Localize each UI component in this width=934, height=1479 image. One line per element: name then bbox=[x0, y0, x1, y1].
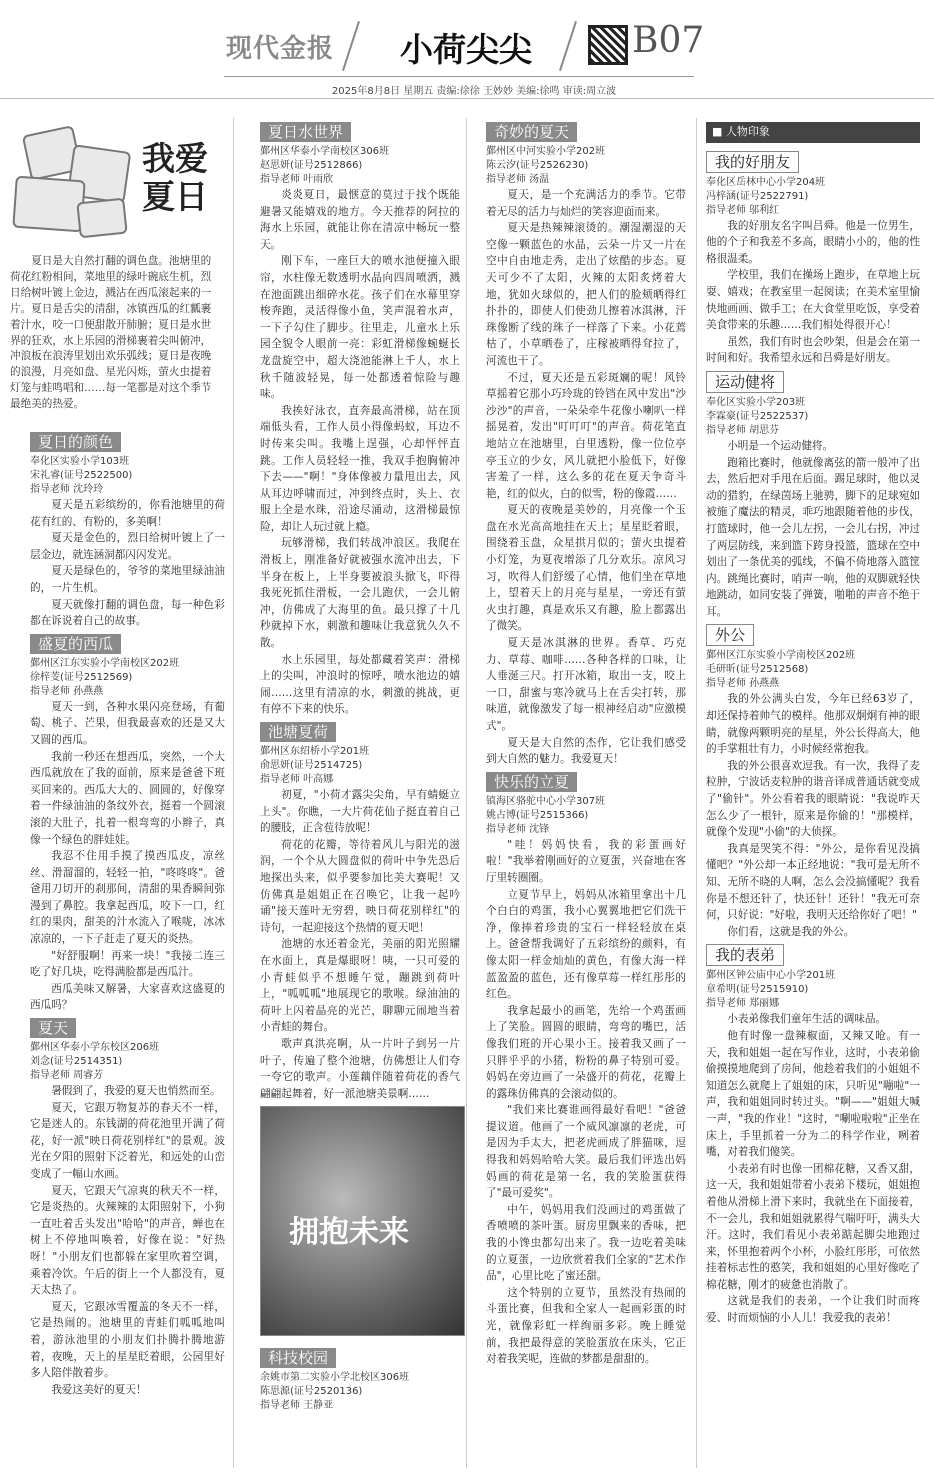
student-name: 章希明(证号2515910) bbox=[706, 984, 809, 996]
paragraph: 夏天，它跟万物复苏的春天不一样，它是迷人的。东钱湖的荷花池里开满了荷花，好一派"映日荷花别样红"的景观。波光在夕阳的照射下泛着光，和远处的山峦变成了一幅山水画。 bbox=[30, 1101, 225, 1180]
article-title: 夏天 bbox=[30, 1018, 76, 1038]
student-name: 赵思妍(证号2512866) bbox=[260, 160, 363, 171]
article-title: 我的表弟 bbox=[706, 944, 784, 966]
column-divider bbox=[233, 118, 234, 1468]
article-title: 奇妙的夏天 bbox=[486, 122, 577, 142]
newspaper-name: 现代金报 bbox=[226, 34, 335, 64]
column-4 bbox=[706, 122, 920, 1327]
column-1 bbox=[30, 428, 225, 1398]
paragraph: 我挨好泳衣，直奔最高滑梯，站在顶端低头看，工作人员小得像蚂蚁，耳边不时传来尖叫。我嘴上逞强，心却怦怦直跳。工作人员轻轻一推，我双手抱胸俯冲下去——"啊！"身体像被力量甩出去，风从耳边呼啸而过，冲到终点时，头上、衣服上全是水珠，沿途尽涌动，这滑梯最惊险，却让人玩过就上瘾。 bbox=[260, 404, 460, 533]
paragraph: 不过，夏天还是五彩斑斓的呢！风铃草摇着它那小巧玲珑的铃铛在风中发出"沙沙沙"的声音，一朵朵牵牛花像小喇叭一样摇晃着，发出"叮叮叮"的声音。荷花笔直地站立在池塘里，白里透粉，像一位位亭亭玉立的少女，风儿就把小脸低下，好像害羞了一样，这么多的花在夏天争奇斗艳，红的似火，白的似雪，粉的像霞…… bbox=[486, 371, 686, 500]
paragraph: 这个特别的立夏节，虽然没有热闹的斗蛋比赛，但我和全家人一起画彩蛋的时光，就像彩虹一样绚丽多彩。晚上睡觉前，我把最得意的笑脸蛋放在床头，它正对着我笑呢，连做的梦都是甜甜的。 bbox=[486, 1286, 686, 1366]
paragraph: 炎炎夏日，最惬意的莫过于找个既能避暑又能嬉戏的地方。今天推荐的阿拉的海水上乐园，就能让你在清凉中畅玩一整天。 bbox=[260, 189, 460, 251]
header-rule bbox=[224, 76, 694, 77]
column-divider bbox=[696, 118, 697, 1468]
paragraph: 夏天就像打翻的调色盘，每一种色彩都在诉说着自己的故事。 bbox=[30, 598, 225, 628]
paragraph: 立夏节早上，妈妈从冰箱里拿出十几个白白的鸡蛋，我小心翼翼地把它们洗干净，像捧着珍贵的宝石一样轻轻放在桌上。爸爸帮我调好了五彩缤纷的颜料，有像太阳一样金灿灿的黄色，有像大海一样蓝盈盈的蓝色，还有像草莓一样红彤彤的红色。 bbox=[486, 888, 686, 1001]
paragraph: 刚下车，一座巨大的喷水池便撞入眼帘，水柱像无数透明水晶向四周喷洒，溅在池面跳出细碎水花。孩子们在水幕里穿梭奔跑，灵活得像小鱼，笑声混着水声，一下子勾住了脚步。往里走，儿童水上乐园全貌令人眼前一亮：彩虹滑梯像蜿蜒长龙盘旋空中，超大浇池能淋上千人，水上秋千随波轻晃，每一处都透着惊险与趣味。 bbox=[260, 255, 460, 401]
school-name: 鄞州区中河实验小学202班 bbox=[486, 146, 606, 157]
article bbox=[486, 118, 686, 768]
paragraph: 夏天，它跟天气凉爽的秋天不一样，它是炎热的。火辣辣的太阳照射下，小狗一直吐着舌头发出"哈哈"的声音，蝉也在树上不停地叫唤着，好像在说："好热呀！"小朋友们也都躲在家里吹着空调，乘着冷饮。午后的街上一个人都没有，夏天太热了。 bbox=[30, 1184, 225, 1297]
paragraph: 夏天一到，各种水果闪亮登场，有葡萄、桃子、芒果，但我最喜欢的还是又大又圆的西瓜。 bbox=[30, 700, 225, 746]
article bbox=[706, 367, 920, 621]
student-name: 李霖豪(证号2522537) bbox=[706, 410, 809, 422]
article-title: 夏日的颜色 bbox=[30, 432, 121, 452]
paragraph: 西瓜美味又解暑，大家喜欢这盛夏的西瓜吗？ bbox=[30, 982, 225, 1012]
article bbox=[30, 428, 225, 630]
school-name: 鄞州区江东实验小学南校区202班 bbox=[706, 650, 856, 662]
header-rule bbox=[0, 98, 934, 99]
paragraph: 小表弟像我们童年生活的调味品。 bbox=[727, 1013, 887, 1026]
paragraph: 歌声真洪亮啊，从一片叶子到另一片叶子，传遍了整个池塘，仿佛想让人们夸一夸它的歌声。小莲藕伴随着荷花的香气翩翩起舞着，好一派池塘美景啊…… bbox=[260, 1037, 460, 1100]
banner-title-line: 夏日 bbox=[142, 177, 208, 216]
paragraph: 我的外公满头白发，今年已经63岁了，却还保持着帅气的模样。他那双炯炯有神的眼睛，就像两颗明亮的星星，外公长得高大，他的手掌粗壮有力，小时候经常抱我。 bbox=[706, 693, 920, 756]
paragraph: "我们来比赛谁画得最好看吧！"爸爸提议道。他画了一个威风凛凛的老虎，可是因为手太大，把老虎画成了胖猫咪，逗得我和妈妈哈哈大笑。最后我们评选出妈妈画的荷花是第一名，我的笑脸蛋获得了"最可爱奖"。 bbox=[486, 1104, 686, 1200]
issue-meta: 2025年8月8日 星期五 责编:徐徐 王妙妙 美编:徐鸣 审读:周立波 bbox=[331, 86, 617, 97]
paragraph: 他有时像一盘辣椒面，又辣又呛。有一天，我和姐姐一起在写作业，这时，小表弟偷偷摸摸地爬到了房间，他趁着我们的小姐姐不知道怎么就爬上了姐姐的床，只听见"嘣啦"一声，我和姐姐同时转过头。"啊——"姐姐大喊一声，"我的作业！"这时，"唰啦啦啦"正坐在床上，手里抓着一分为二的科学作业，咧着嘴，对着我们傻笑。 bbox=[706, 1029, 920, 1159]
student-name: 徐梓芰(证号2512569) bbox=[30, 671, 133, 683]
teacher-name: 指导老师 叶高娜 bbox=[260, 774, 334, 785]
paragraph: 这就是我们的表弟，一个让我们时而疼爱、时而烦恼的小人儿！我爱我的表弟！ bbox=[706, 1295, 920, 1325]
paragraph: 池塘的水还着金光，美丽的阳光照耀在水面上，真是爆眼呀！咦，一只可爱的小青蛙似乎不想睡午觉，蹦跳到荷叶上，"呱呱呱"地展现它的歌喉。绿油油的荷叶上闪着晶亮的光芒，聊聊元闹地当着小青蛙的舞台。 bbox=[260, 938, 460, 1034]
article-title: 夏日水世界 bbox=[260, 122, 351, 142]
paragraph: "哇！妈妈快看，我的彩蛋画好啦！"我举着刚画好的立夏蛋，兴奋地在客厅里转圈圈。 bbox=[486, 838, 686, 884]
page-header bbox=[0, 0, 934, 98]
page-number: B07 bbox=[632, 20, 705, 61]
paragraph: 小明是一个运动健将。 bbox=[727, 439, 834, 452]
student-name: 刘念(证号2514351) bbox=[30, 1056, 123, 1068]
article bbox=[260, 118, 460, 718]
paragraph: 我前一秒还在想西瓜，突然，一个大西瓜就放在了我的面前，原来是爸爸下班买回来的。西瓜大大的、圆圆的，好像穿着一件绿油油的条纹外衣，挺着一个圆滚滚的大肚子，扎着一根弯弯的小辫子，真像一个绿色的胖娃娃。 bbox=[30, 750, 225, 846]
article bbox=[706, 620, 920, 940]
intro-poem: 夏日是大自然打翻的调色盘。池塘里的荷花红粉相间，菜地里的绿叶碗底生机，烈日给树叶镀上金边，溅沾在西瓜滚起来的一片。夏日是舌尖的清甜，冰镇西瓜的红瓤裹着汁水，咬一口便甜散开肺腑；夏日是水世界的狂欢，水上乐园的滑梯裹着尖叫俯冲，冲浪板在浪涛里划出欢乐弧线；夏日是夜晚的浪漫，月亮如盘、星光闪烁，萤火虫提着灯笼与蛙鸣唱和……每一笔都是对这个季节最绝美的热爱。 bbox=[10, 255, 212, 411]
teacher-name: 指导老师 叶雨欣 bbox=[260, 174, 334, 185]
teacher-name: 指导老师 郑丽娜 bbox=[706, 998, 780, 1010]
teacher-name: 指导老师 胡思芬 bbox=[706, 424, 780, 436]
paragraph: 暑假到了，我爱的夏天也悄然而至。 bbox=[51, 1085, 221, 1098]
teacher-name: 指导老师 邬利红 bbox=[706, 204, 780, 216]
article bbox=[30, 1014, 225, 1398]
paragraph: 你们看，这就是我的外公。 bbox=[727, 925, 855, 938]
article-title: 科技校园 bbox=[260, 1348, 336, 1368]
section-label: ■ 人物印象 bbox=[706, 122, 920, 143]
teacher-name: 指导老师 汤温 bbox=[486, 174, 550, 185]
school-name: 镇海区骆驼中心小学307班 bbox=[486, 795, 606, 807]
paragraph: 荷花的花瓣，等待着风儿与阳光的滋润，一个个从大圆盘似的荷叶中争先恐后地探出头来，似乎要参加比美大赛呢！又仿佛真是姐姐正在召唤它，让我一起吟诵"接天莲叶无穷碧，映日荷花别样红"的诗句，一起迎接这个热情的夏天吧！ bbox=[260, 838, 460, 934]
paragraph: 虽然，我们有时也会吵架，但是会在第一时间和好。我希望永远和吕舜是好朋友。 bbox=[706, 335, 920, 365]
paragraph: 夏天是五彩缤纷的，你看池塘里的荷花有红的、有粉的，多美啊！ bbox=[30, 499, 225, 528]
student-name: 毛研昕(证号2512568) bbox=[706, 664, 809, 676]
article-title: 运动健将 bbox=[706, 371, 784, 393]
student-name: 姚占博(证号2515366) bbox=[486, 809, 589, 821]
column-2 bbox=[260, 118, 460, 1413]
paragraph: 我的外公很喜欢逗我。有一次，我得了麦粒肿，宁波话麦粒肿的谐音译成普通话就变成了"偷针"。外公看着我的眼睛说："我说昨天怎么少了一根针，原来是你偷的！"那模样，就像个发现"小偷"的大侦探。 bbox=[706, 759, 920, 839]
school-name: 奉化区实验小学103班 bbox=[30, 456, 130, 467]
student-name: 冯梓涵(证号2522791) bbox=[706, 190, 809, 202]
school-name: 鄞州区东绍桥小学201班 bbox=[260, 746, 370, 757]
paragraph: 水上乐园里，每处都藏着笑声：滑梯上的尖叫，冲浪时的惊呼，喷水池边的嬉闹……这里有清凉的水，刺激的挑战，更有停不下来的快乐。 bbox=[260, 653, 460, 716]
student-name: 宋礼睿(证号2522500) bbox=[30, 470, 133, 481]
column-divider bbox=[466, 118, 467, 1468]
banner bbox=[8, 108, 228, 248]
teacher-name: 指导老师 王静亚 bbox=[260, 1400, 334, 1412]
paragraph: 我拿起最小的画笔，先给一个鸡蛋画上了笑脸。圆圆的眼睛，弯弯的嘴巴，活像我们班的开心果小王。接着我又画了一只胖乎乎的小猪，粉粉的鼻子特别可爱。妈妈在旁边画了一朵盛开的荷花，花瓣上的露珠仿佛真的会滚动似的。 bbox=[486, 1004, 686, 1100]
school-name: 鄞州区华泰小学南校区306班 bbox=[260, 146, 390, 157]
student-name: 陈云汐(证号2526230) bbox=[486, 160, 589, 171]
teacher-name: 指导老师 周睿芳 bbox=[30, 1070, 104, 1082]
article bbox=[30, 630, 225, 1014]
paragraph: 学校里，我们在操场上跑步，在草地上玩耍、嬉戏；在教室里一起阅读；在美术室里愉快地画画、做手工；在大食堂里吃饭，享受着美食带来的乐趣……我们相处得很开心！ bbox=[706, 269, 920, 332]
paragraph: 夏天是冰淇淋的世界。香草、巧克力、草莓、咖啡……各种各样的口味，让人垂涎三尺。打开冰箱，取出一支，咬上一口，甜蜜与寒冷就马上在舌尖打转，那味道，就像激发了每一根神经启动"应激模式"。 bbox=[486, 637, 686, 732]
student-name: 俞思妍(证号2514725) bbox=[260, 760, 363, 771]
school-name: 余姚市第二实验小学北校区306班 bbox=[260, 1372, 410, 1384]
paragraph: 我的好朋友名字叫吕舜。他是一位男生，他的个子和我差不多高，眼睛小小的，他的性格很温柔。 bbox=[706, 219, 920, 265]
paragraph: 夏天，是一个充满活力的季节。它带着无尽的活力与灿烂的笑容迎面而来。 bbox=[486, 189, 686, 218]
paragraph: 玩够滑梯，我们转战冲浪区。我爬在滑板上，刚准备好就被强水流冲出去，下半身在板上，上半身要被浪头掀飞，吓得我死死抓住滑板，一会儿跑伏，一会儿俯冲，仿佛成了大海里的鱼。最只撑了十几秒就掉下水，刺激和趣味让我意犹久久不散。 bbox=[260, 537, 460, 650]
teacher-name: 指导老师 沈玲玲 bbox=[30, 484, 104, 495]
paragraph: 我爱这美好的夏天！ bbox=[51, 1383, 147, 1396]
article-title: 快乐的立夏 bbox=[486, 772, 577, 792]
banner-title bbox=[142, 140, 208, 216]
paragraph: 我真是哭笑不得："外公，是你看见没搞懂吧？"外公却一本正经地说："我可是无所不知、无所不晓的人啊，怎么会没搞懂呢？我看你是不想还针了，快还针！还针！"我无可奈何，只好说："好啦，我明天还给你好了吧！" bbox=[706, 842, 920, 922]
qr-code-icon[interactable] bbox=[588, 25, 628, 65]
article-title: 池塘夏荷 bbox=[260, 722, 336, 742]
paragraph: 初夏，"小荷才露尖尖角，早有蜻蜓立上头"。你瞧，一大片荷花仙子挺直着自己的腰肢，正含苞待放呢！ bbox=[260, 789, 460, 835]
ice-cube-icon bbox=[76, 198, 128, 239]
article bbox=[706, 940, 920, 1326]
paragraph: 小表弟有时也像一团棉花糖，又香又甜，这一天，我和姐姐带着小表弟下楼玩，姐姐抱着他从滑梯上滑下来时，我就坐在下面接着，不一会儿，我和姐姐就累得气喘吁吁，满头大汗。这时，我们看见小表弟踮起脚尖地跑过来，怀里抱着两个小杯，小脸红彤彤，可依然挂着标志性的憨笑，我和姐姐的心里好像吃了棉花糖，刚才的疲惫也消散了。 bbox=[706, 1162, 920, 1291]
school-name: 鄞州区江东实验小学南校区202班 bbox=[30, 657, 180, 669]
article-title: 外公 bbox=[706, 624, 754, 646]
paragraph: 中午，妈妈用我们没画过的鸡蛋做了香喷喷的茶叶蛋。厨房里飘来的香味，把我的小馋虫都勾出来了。我一边吃着美味的立夏蛋，一边欣赏着我们全家的"艺术作品"，心里比吃了蜜还甜。 bbox=[486, 1203, 686, 1283]
illustration-caption: 拥抱未来 bbox=[289, 1215, 409, 1251]
teacher-name: 指导老师 沈锋 bbox=[486, 823, 550, 835]
paragraph: 夏天是绿色的，爷爷的菜地里绿油油的，一片生机。 bbox=[30, 565, 225, 594]
paragraph: "好舒服啊！再来一块！"我接二连三吃了好几块，吃得满脸都是西瓜汁。 bbox=[30, 949, 225, 979]
paragraph: 跑箱比赛时，他就像离弦的箭一般冲了出去，然后把对手甩在后面。踢足球时，他以灵动的猎豹，在绿茵场上驰骋，脚下的足球宛如被施了魔法的精灵，乖巧地跟随着他的步伐，打篮球时，他一会儿左拐，一会儿右拐，冲过了两层防线，来到篮下跨身投篮，篮球在空中划出了一条优美的弧线，不偏不倚地落入篮筐内。跳绳比赛时，哨声一响，他的双脚就轻快地跳动，如同安装了弹簧，啪啪的声音不绝于耳。 bbox=[706, 456, 920, 618]
school-name: 鄞州区华泰小学东校区206班 bbox=[30, 1042, 160, 1054]
article bbox=[486, 768, 686, 1368]
paragraph: 夏天是热辣辣滚烫的。潮湿潮湿的天空像一颗蓝色的水晶，云朵一片又一片在空中自由地走秀，走出了炫酷的步态。夏天可少不了太阳，火辣的太阳炙烤着大地，犹如火球似的，把人们的脸颊晒得红扑扑的，即使人们使劲儿擦着冰淇淋，汗珠像断了线的珠子一样落了下来。小花蔫枯了，小草晒卷了，庄稼被晒得耷拉了，河流也干了。 bbox=[486, 222, 686, 367]
teacher-name: 指导老师 孙燕燕 bbox=[706, 678, 780, 690]
article bbox=[706, 147, 920, 367]
teacher-name: 指导老师 孙燕燕 bbox=[30, 685, 104, 697]
article bbox=[260, 1344, 460, 1413]
illustration bbox=[260, 1106, 465, 1336]
article-title: 我的好朋友 bbox=[706, 151, 799, 173]
paragraph: 夏天，它跟冰雪覆盖的冬天不一样，它是热闹的。池塘里的青蛙们呱呱地叫着，游泳池里的小朋友们扑腾扑腾地游着，夜晚，天上的星星眨着眼，公园里好多人陪伴散着步。 bbox=[30, 1300, 225, 1380]
article bbox=[260, 718, 460, 1102]
banner-title-line: 我爱 bbox=[142, 139, 208, 178]
paragraph: 夏天的夜晚是美妙的，月亮像一个玉盘在水光高高地挂在天上；星星眨着眼，围绕着玉盘，众星拱月似的；萤火虫提着小灯笼，为夏夜增添了几分欢乐。凉风习习，吹得人们舒缓了心情，他们坐在草地上，望着天上的月亮与星星，一旁还有萤火虫打趣，真是欢乐又有趣，脸上都露出了微笑。 bbox=[486, 504, 686, 633]
article-title: 盛夏的西瓜 bbox=[30, 634, 121, 654]
column-3 bbox=[486, 118, 686, 1368]
student-name: 陈思源(证号2520136) bbox=[260, 1386, 363, 1398]
school-name: 奉化区实验小学203班 bbox=[706, 396, 806, 408]
paragraph: 我忍不住用手摸了摸西瓜皮，凉丝丝、滑溜溜的，轻轻一拍，"咚咚咚"。爸爸用刀切开的刹那间，清甜的果香瞬间弥漫到了鼻腔。我拿起西瓜，咬下一口，红红的果肉，甜美的汁水流入了喉咙，冰冰凉凉的，一下子赶走了夏天的炎热。 bbox=[30, 850, 225, 946]
school-name: 奉化区岳林中心小学204班 bbox=[706, 176, 826, 188]
paragraph: 夏天是金色的，烈日给树叶镀上了一层金边，就连涵洞都闪闪发光。 bbox=[30, 532, 225, 561]
header-divider bbox=[559, 21, 577, 71]
paragraph: 夏天是大自然的杰作，它让我们感受到大自然的魅力。我爱夏天！ bbox=[486, 736, 686, 766]
section-title: 小荷尖尖 bbox=[400, 30, 532, 69]
header-divider bbox=[342, 21, 360, 71]
school-name: 鄞州区钟公庙中心小学201班 bbox=[706, 970, 836, 982]
ice-cube-icon bbox=[12, 176, 85, 233]
